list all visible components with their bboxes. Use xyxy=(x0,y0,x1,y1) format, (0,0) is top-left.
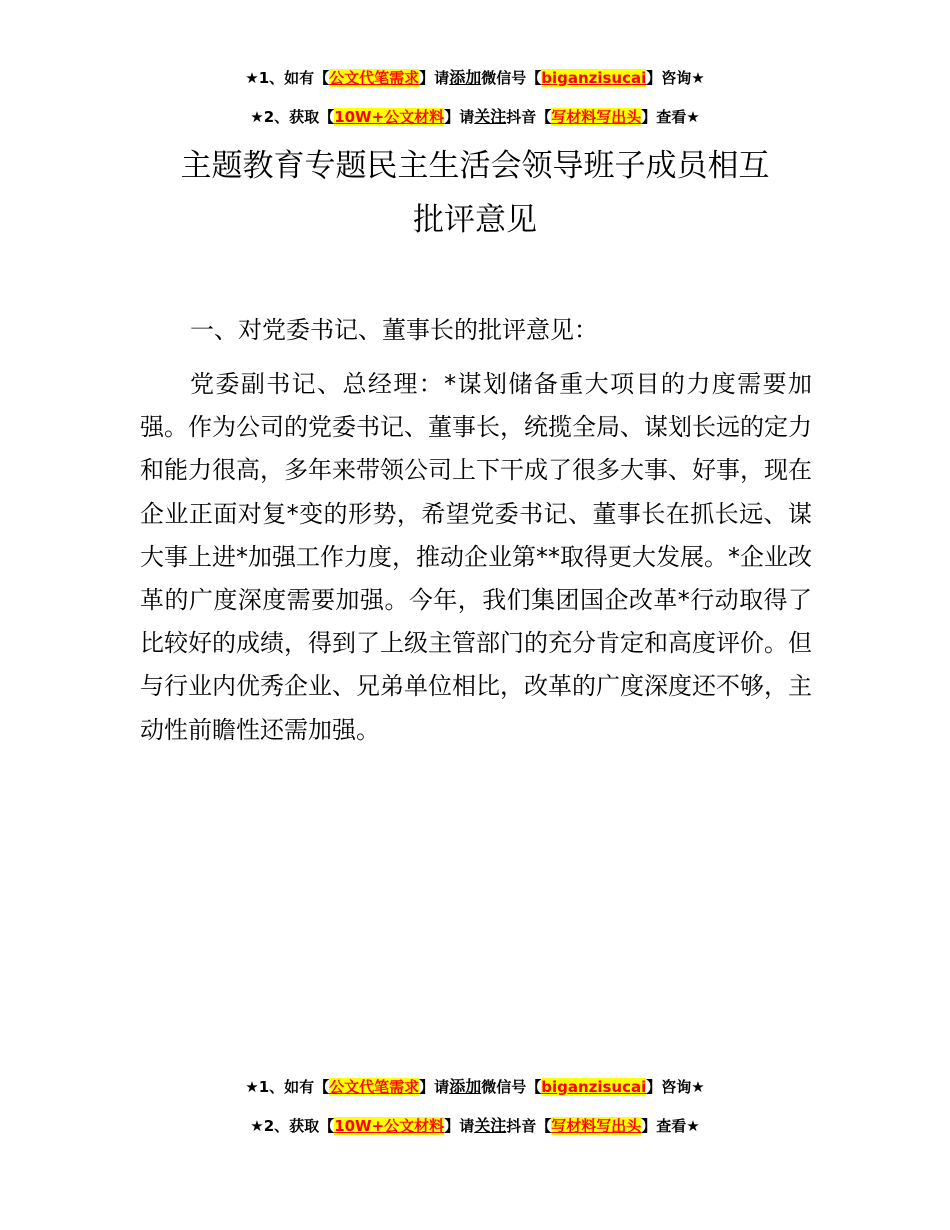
banner-emphasis: 添加 xyxy=(449,68,482,87)
banner-suffix: 】查看★ xyxy=(641,1117,700,1135)
banner-prefix: ★2、获取【 xyxy=(250,108,335,126)
banner-emphasis: 关注 xyxy=(474,107,507,126)
banner-text: 微信号【 xyxy=(481,1078,542,1096)
banner-prefix: ★1、如有【 xyxy=(245,1078,330,1096)
banner-text: 】请 xyxy=(419,1078,450,1096)
banner-prefix: ★1、如有【 xyxy=(245,69,330,87)
banner-highlight-douyin-account: 写材料写出头 xyxy=(551,108,642,126)
banner-suffix: 】咨询★ xyxy=(646,69,705,87)
banner-suffix: 】咨询★ xyxy=(646,1078,705,1096)
banner-emphasis: 关注 xyxy=(474,1116,507,1135)
banner-prefix: ★2、获取【 xyxy=(250,1117,335,1135)
bottom-banner-line-2 xyxy=(0,1116,950,1136)
banner-highlight-douyin-account: 写材料写出头 xyxy=(551,1117,642,1135)
banner-suffix: 】查看★ xyxy=(641,108,700,126)
banner-highlight-wechat-id: biganzisucai xyxy=(541,1078,647,1096)
banner-text: 】请 xyxy=(419,69,450,87)
banner-highlight-service: 公文代笔需求 xyxy=(329,1078,420,1096)
banner-text: 微信号【 xyxy=(481,69,542,87)
top-banner-line-2 xyxy=(0,107,950,127)
section-heading: 一、对党委书记、董事长的批评意见： xyxy=(190,316,598,344)
banner-text: 抖音【 xyxy=(506,1117,552,1135)
document-title-line-2: 批评意见 xyxy=(413,202,537,238)
document-title-line-1: 主题教育专题民主生活会领导班子成员相互 xyxy=(180,148,770,184)
banner-emphasis: 添加 xyxy=(449,1077,482,1096)
banner-highlight-materials: 10W+公文材料 xyxy=(334,1117,445,1135)
banner-text: 】请 xyxy=(444,108,475,126)
top-banner-line-1 xyxy=(0,68,950,88)
bottom-banner-line-1 xyxy=(0,1077,950,1097)
body-paragraph: 党委副书记、总经理：*谋划储备重大项目的力度需要加强。作为公司的党委书记、董事长，统揽全局、谋划长远的定力和能力很高，多年来带领公司上下干成了很多大事、好事，现在企业正面对复*变的形势，希望党委书记、董事长在抓长远、谋大事上进*加强工作力度，推动企业第**取得更大发展。*企业改革的广度深度需要加强。今年，我们集团国企改革*行动取得了比较好的成绩，得到了上级主管部门的充分肯定和高度评价。但与行业内优秀企业、兄弟单位相比，改革的广度深度还不够，主动性前瞻性还需加强。 xyxy=(140,370,812,744)
banner-text: 】请 xyxy=(444,1117,475,1135)
banner-highlight-service: 公文代笔需求 xyxy=(329,69,420,87)
banner-highlight-wechat-id: biganzisucai xyxy=(541,69,647,87)
banner-highlight-materials: 10W+公文材料 xyxy=(334,108,445,126)
banner-text: 抖音【 xyxy=(506,108,552,126)
